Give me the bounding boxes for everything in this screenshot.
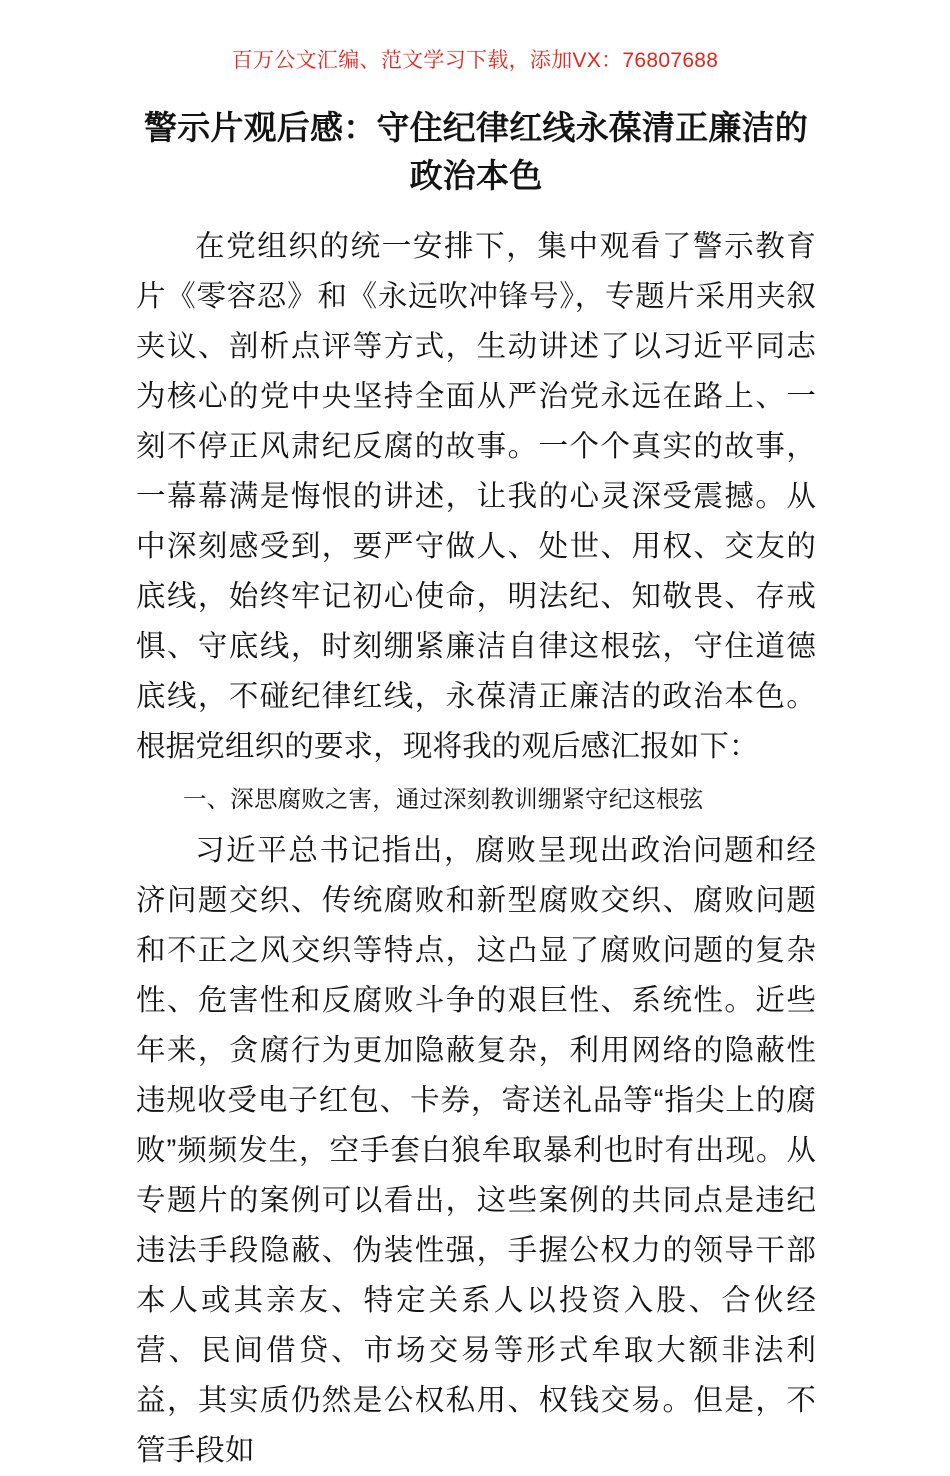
promo-banner-text: 百万公文汇编、范文学习下载，添加VX：76807688	[231, 49, 719, 72]
body-paragraph-1: 在党组织的统一安排下，集中观看了警示教育片《零容忍》和《永远吹冲锋号》，专题片采用夹叙夹议、剖析点评等方式，生动讲述了以习近平同志为核心的党中央坚持全面从严治党永远在路上、一刻不停正风肃纪反腐的故事。一个个真实的故事，一幕幕满是悔恨的讲述，让我的心灵深受震撼。从中深刻感受到，要严守做人、处世、用权、交友的底线，始终牢记初心使命，明法纪、知敬畏、存戒惧、守底线，时刻绷紧廉洁自律这根弦，守住道德底线，不碰纪律红线，永葆清正廉洁的政治本色。根据党组织的要求，现将我的观后感汇报如下：	[136, 230, 816, 763]
body-paragraph-2: 习近平总书记指出，腐败呈现出政治问题和经济问题交织、传统腐败和新型腐败交织、腐败问题和不正之风交织等特点，这凸显了腐败问题的复杂性、危害性和反腐败斗争的艰巨性、系统性。近些年来，贪腐行为更加隐蔽复杂，利用网络的隐蔽性违规收受电子红包、卡券，寄送礼品等“指尖上的腐败”频频发生，空手套白狼牟取暴利也时有出现。从专题片的案例可以看出，这些案例的共同点是违纪违法手段隐蔽、伪装性强，手握公权力的领导干部本人或其亲友、特定关系人以投资入股、合伙经营、民间借贷、市场交易等形式牟取大额非法利益，其实质仍然是公权私用、权钱交易。但是，不管手段如	[136, 834, 816, 1467]
page-title: 警示片观后感：守住纪律红线永葆清正廉洁的政治本色	[144, 109, 808, 194]
document-content	[136, 104, 816, 1476]
section-heading-1: 一、深思腐败之害，通过深刻教训绷紧守纪这根弦	[183, 786, 704, 812]
promo-banner	[0, 48, 950, 74]
